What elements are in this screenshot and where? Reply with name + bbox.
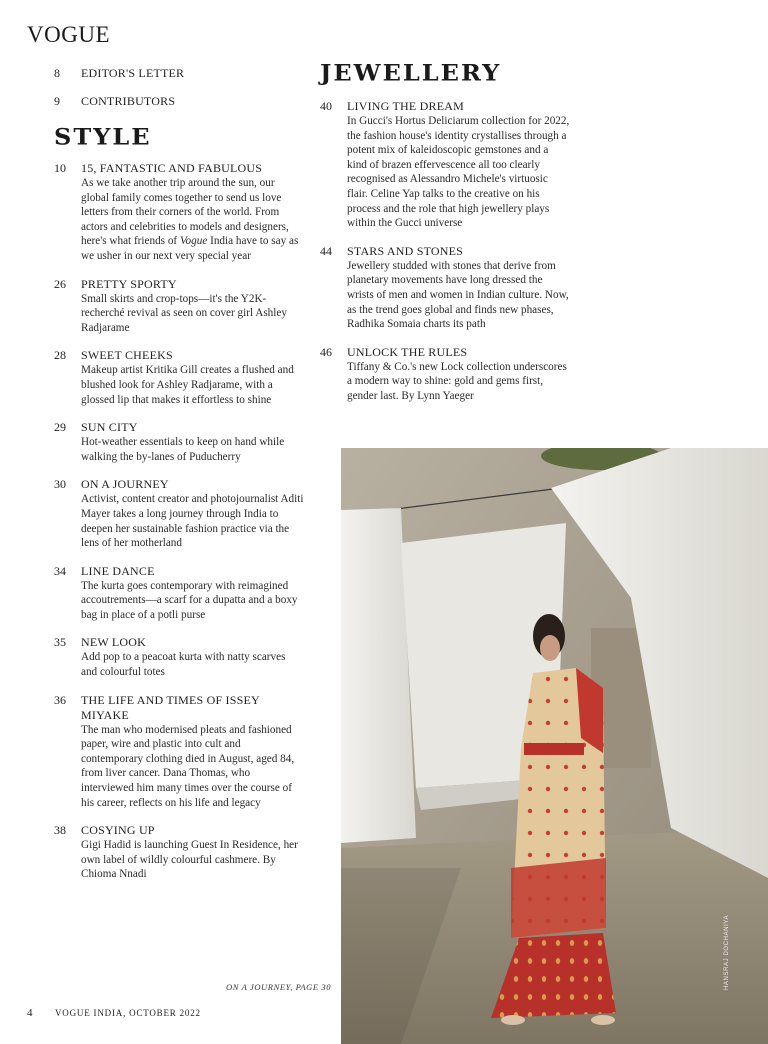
toc-entry[interactable] <box>54 693 304 811</box>
toc-entry-description: Add pop to a peacoat kurta with natty scarves and colourful totes <box>81 651 286 679</box>
toc-entry-title: SWEET CHEEKS <box>81 348 173 363</box>
toc-entry-description: Hot-weather essentials to keep on hand while walking the by-lanes of Puducherry <box>81 436 285 463</box>
toc-entry[interactable] <box>54 420 304 464</box>
photo-caption: ON A JOURNEY, PAGE 30 <box>226 982 332 992</box>
issue-line: VOGUE INDIA, OCTOBER 2022 <box>55 1008 201 1018</box>
toc-entry-description: Makeup artist Kritika Gill creates a flushed and blushed look for Ashley Radjarame, with a glossed lip that makes it effortless to shine <box>81 364 294 406</box>
toc-entry[interactable] <box>54 161 304 264</box>
toc-page-number: 44 <box>320 243 332 258</box>
toc-entry-description: The kurta goes contemporary with reimagined accoutrements—a scarf for a dupatta and a boxy bag in place of a potli purse <box>81 579 298 621</box>
toc-page-number: 28 <box>54 348 66 363</box>
toc-page-number: 9 <box>54 94 60 108</box>
toc-entry-description: Tiffany & Co.'s new Lock collection underscores a modern way to shine: gold and gems first, gender last. By Lynn Yaeger <box>347 360 567 402</box>
toc-page-number: 29 <box>54 420 66 435</box>
toc-entry-description: Activist, content creator and photojournalist Aditi Mayer takes a long journey through India to deepen her sustainable fashion practice via the lens of her motherland <box>81 493 304 550</box>
toc-entry-title: UNLOCK THE RULES <box>347 344 468 359</box>
toc-entry[interactable] <box>54 94 304 109</box>
toc-entry[interactable] <box>54 823 304 882</box>
toc-page-number: 26 <box>54 276 66 291</box>
fashion-photo <box>341 448 768 1044</box>
toc-entry[interactable] <box>54 477 304 550</box>
fashion-photo-illustration <box>341 448 768 1044</box>
toc-entry[interactable] <box>54 348 304 407</box>
style-section-heading: STYLE <box>54 123 152 150</box>
toc-page-number: 30 <box>54 477 66 492</box>
toc-page-number: 40 <box>320 99 332 113</box>
page-number: 4 <box>27 1007 33 1019</box>
toc-entry-description: In Gucci's Hortus Deliciarum collection for 2022, the fashion house's identity crystallises through a potent mix of kaleidoscopic gemstones and a kind of brazen effervescence all too clearly recognised as Alessandro Michele's virtuosic flair. Celine Yap talks to the creative on his process and the role that high jewellery plays within the Gucci universe <box>347 115 570 230</box>
toc-entry[interactable] <box>54 277 304 336</box>
toc-page-number: 36 <box>54 692 66 707</box>
vogue-italic: Vogue <box>179 235 208 248</box>
toc-entry-title: LINE DANCE <box>81 563 155 578</box>
toc-entry-title: THE LIFE AND TIMES OF ISSEY MIYAKE <box>81 692 260 722</box>
toc-page-number: 34 <box>54 563 66 578</box>
toc-entry-title: NEW LOOK <box>81 635 147 650</box>
toc-entry-title: EDITOR'S LETTER <box>81 66 185 80</box>
toc-entry-title: CONTRIBUTORS <box>81 94 176 108</box>
toc-entry[interactable] <box>54 564 304 623</box>
toc-page-number: 8 <box>54 66 60 80</box>
toc-entry-description: Small skirts and crop-tops—it's the Y2K-recherché revival as seen on cover girl Ashley Radjarame <box>81 292 287 334</box>
toc-page-number: 38 <box>54 823 66 838</box>
toc-entry-description: As we take another trip around the sun, our global family comes together to send us love letters from their corners of the world. From actors and celebrities to models and designers, here's what friends of Vogue India have to say as we usher in our next very special year <box>81 177 299 262</box>
masthead: VOGUE <box>27 22 110 47</box>
toc-entry-title: ON A JOURNEY <box>81 477 169 492</box>
toc-entry-title: COSYING UP <box>81 823 155 838</box>
photo-credit: HANSRAJ DOCHANIYA <box>724 914 730 990</box>
toc-page-number: 46 <box>320 344 332 359</box>
toc-entry-description: Jewellery studded with stones that derive from planetary movements have long dressed the wrists of men and women in Indian culture. Now, as the trend goes global and finds new phases, Radhika Somaia charts its path <box>347 259 569 331</box>
toc-entry-title: SUN CITY <box>81 420 138 435</box>
toc-entry[interactable] <box>320 345 570 404</box>
toc-entry-title: 15, FANTASTIC AND FABULOUS <box>81 161 263 175</box>
toc-entry[interactable] <box>54 635 304 679</box>
toc-entry-description: Gigi Hadid is launching Guest In Residence, her own label of wildly colourful cashmere. By Chioma Nnadi <box>81 839 298 881</box>
toc-page-number: 35 <box>54 635 66 650</box>
toc-page-number: 10 <box>54 161 66 175</box>
toc-entry[interactable] <box>320 244 570 332</box>
jewellery-section-heading: JEWELLERY <box>320 59 502 86</box>
toc-left-column <box>54 66 304 895</box>
toc-entry-description: The man who modernised pleats and fashioned paper, wire and plastic into cult and contemporary clothing died in August, aged 84, from liver cancer. Dana Thomas, who interviewed him many times over the course of his career, reflects on his life and legacy <box>81 723 295 809</box>
toc-entry-title: LIVING THE DREAM <box>347 99 464 113</box>
toc-entry[interactable] <box>54 66 304 81</box>
toc-entry-title: STARS AND STONES <box>347 243 464 258</box>
toc-entry[interactable] <box>320 99 570 231</box>
toc-right-column <box>320 58 570 417</box>
toc-entry-title: PRETTY SPORTY <box>81 276 177 291</box>
